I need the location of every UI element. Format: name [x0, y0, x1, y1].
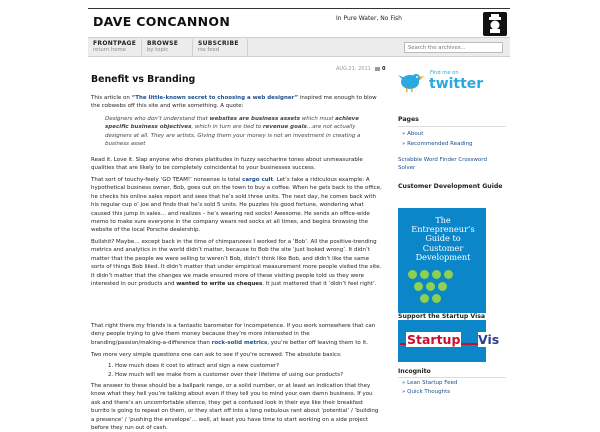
nav-subscribe-sub: rss feed	[198, 47, 220, 53]
site-header	[88, 9, 510, 37]
p1-text: This article on	[91, 95, 132, 101]
sidebar-link-scrabble-solver[interactable]: Scrabble Word Finder Crossword Solver	[398, 157, 487, 171]
post-paragraph: Two more very simple questions one can ask to see if you’re screwed. The absolute basics:	[91, 352, 342, 358]
cargo-cult-link[interactable]: cargo cult	[242, 177, 274, 183]
post-paragraph: The answer to these should be a ballpark range, or a solid number, or at least an indication that they know what they hell you’re talking about even if they tell you to mind your own damn business. If you ask and there’s an uncomfortable silence, they get a confused look in their eye like their breakfast burrito is going to repeat on them, or they start off into a long nebulous rant about ‘potential’ / ‘building a presence’ / ‘pushing the envelope’… well, at least you have time to start working on a side project before they run out of cash.	[91, 383, 379, 432]
pages-rule	[398, 126, 506, 127]
p1-link[interactable]: “The little-known secret to choosing a web designer”	[131, 95, 299, 101]
sidebar-link-quick-thoughts[interactable]	[402, 389, 450, 395]
q-text-2: which must	[300, 116, 336, 122]
nav-subscribe[interactable]	[193, 39, 248, 56]
post-paragraph	[91, 238, 383, 288]
startup-visa-word: Startup	[407, 332, 461, 347]
main-navigation	[88, 37, 510, 57]
p4-bold: wanted to write us cheques	[176, 281, 263, 288]
p1-text-end: inspired me enough to blow the cobwebs off this site and write something. A quote:	[91, 95, 377, 110]
site-logo-icon[interactable]	[483, 12, 507, 36]
site-title[interactable]: DAVE CONCANNON	[93, 14, 231, 29]
p5-text-end: , you’re better off leaving them to it.	[267, 339, 368, 346]
list-item-text: How much will we make from a customer over their lifetime of using our products?	[115, 372, 344, 378]
post-blockquote	[105, 115, 378, 149]
post-paragraph: Read it. Love it. Slap anyone who drones platitudes in fuzzy saccharine tones about unmeasurable qualities that are likely to be completely coincidental to your businesses success.	[91, 157, 363, 172]
arrow-right-icon: »	[402, 380, 408, 386]
nav-browse-sub: by topic	[147, 47, 169, 53]
search-input[interactable]	[404, 42, 503, 53]
sidebar-link-lean-startup-feed-label: Lean Startup Feed	[407, 380, 458, 386]
post-date: AUG.21, 2011	[336, 66, 371, 72]
sidebar-link-recommended-label: Recommended Reading	[407, 141, 473, 147]
post-paragraph	[91, 322, 383, 347]
list-item	[108, 362, 378, 371]
nav-frontpage[interactable]	[88, 39, 142, 56]
twitter-badge[interactable]	[398, 68, 488, 96]
q-bold-2: achieve specific business objectives	[105, 116, 359, 131]
site-tagline: In Pure Water, No Fish	[336, 15, 402, 22]
startup-visa-banner[interactable]	[400, 330, 510, 356]
incognito-heading: Incognito	[398, 368, 431, 375]
p4-text-end: . It just mattered that it ‘didn’t feel right’.	[262, 281, 377, 288]
sidebar-link-quick-thoughts-label: Quick Thoughts	[407, 389, 451, 395]
q-text-4: …are not actually designers at all. They are artists. Giving them your money is not an investment in creating a business asset	[105, 124, 361, 148]
arrow-right-icon: »	[402, 141, 408, 147]
twitter-word: twitter	[429, 76, 484, 92]
startup-visa-heading: Support the Startup Visa	[398, 313, 489, 320]
arrow-right-icon: »	[402, 131, 408, 137]
list-number: 1.	[108, 363, 115, 369]
nav-frontpage-sub: return home	[93, 47, 126, 53]
list-number: 2.	[108, 372, 115, 378]
sidebar-link-about-label: About	[407, 131, 424, 137]
book-title: The Entrepreneur’s Guide to Customer Development	[411, 215, 475, 262]
nav-browse-label: BROWSE	[147, 40, 179, 47]
post-paragraph	[91, 176, 383, 235]
q-bold-3: revenue goals	[262, 124, 307, 131]
rock-solid-metrics-link[interactable]: rock-solid metrics	[211, 339, 268, 346]
p4-text: Bullshit? Maybe… except back in the time of chimpanzees I worked for a ‘Bob’. All the positive-trending metrics and analytics in the world didn’t matter, because to Bob the site ‘just looked wrong’. It didn’t matter that the people we were selling to weren’t Bob, didn’t think like Bob, and didn’t like the same sorts of things Bob liked. It didn’t matter that under empirical measurement more people visited the site. It didn’t matter that the changes we made ensured more of these visiting people told us they were interested in our products and	[91, 239, 382, 288]
incognito-rule	[398, 377, 506, 378]
list-item	[108, 371, 378, 380]
q-text: Designers who don’t understand that	[105, 116, 210, 122]
arrow-right-icon: »	[402, 389, 408, 395]
nav-browse[interactable]	[142, 39, 193, 56]
q-text-3: , which in turn are tied to	[191, 124, 263, 131]
post-list	[108, 362, 378, 380]
p5-text: That right there my friends is a fantastic barometer for incompetence. If you work somewhere that can deny people trying to give them money because they’re more interested in the branding/passion/making-a-difference than	[91, 323, 376, 346]
sidebar-link-recommended[interactable]	[402, 141, 473, 147]
comment-count: 0	[382, 66, 386, 72]
post-meta	[336, 66, 385, 72]
list-item-text: How much does it cost to attract and sign a new customer?	[115, 363, 280, 369]
comment-icon	[375, 67, 380, 71]
startup-visa-word-tail: Vis	[478, 332, 500, 347]
cdg-heading: Customer Development Guide	[398, 183, 503, 190]
post-title[interactable]: Benefit vs Branding	[91, 74, 196, 85]
nav-frontpage-label: FRONTPAGE	[93, 40, 137, 47]
nav-subscribe-label: SUBSCRIBE	[198, 40, 239, 47]
twitter-small-text: Find me on	[430, 70, 459, 76]
q-bold-1: websites are business assets	[209, 116, 301, 122]
p3-text: That sort of touchy-feely ‘GO TEAM!’ nonsense is total	[91, 177, 243, 183]
p3-text-end: . Let’s take a ridiculous example: A hypothetical business owner, Bob, goes out on the town to buy a coffee. When he gets back to the office, he checks his online sales report and sees that he’s sold three units. The next day, he comes back with his regular cup o’ joe and finds that he’s sold 5 units. He puzzles his good fortune, wondering what caused this jump in sales… and realizes – he’s wearing red socks! Awesome. He sends an office-wide memo to make sure everyone in the company wears red socks at all times, and begins browsing the website of the local Porsche dealership.	[91, 177, 382, 234]
sidebar-link-about[interactable]	[402, 131, 423, 137]
comments-link[interactable]	[375, 66, 385, 72]
pages-heading: Pages	[398, 116, 419, 123]
sidebar-link-lean-startup-feed[interactable]	[402, 380, 457, 386]
post-paragraph	[91, 94, 383, 111]
